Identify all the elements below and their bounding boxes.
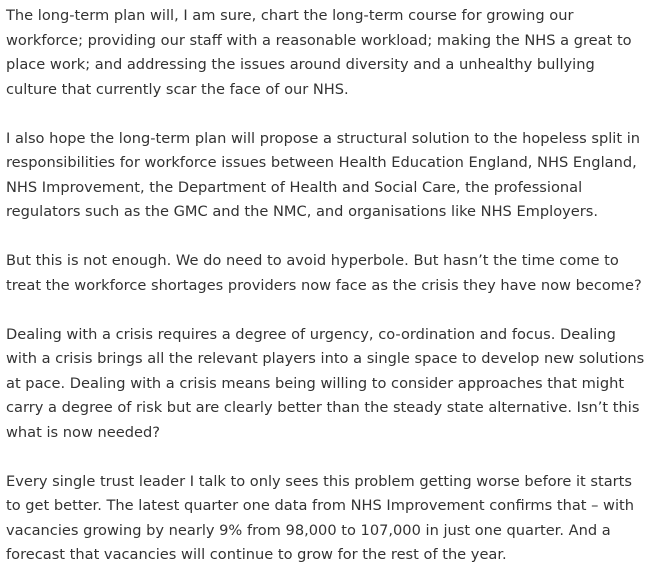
article-body [6,4,648,568]
paragraph-long-term-plan: The long-term plan will, I am sure, chart the long-term course for growing our workforce; providing our staff with a reasonable workload; making the NHS a great to place work; and addressing the issues around diversity and a unhealthy bullying culture that currently scar the face of our NHS. [6,7,632,98]
paragraph-not-enough: But this is not enough. We do need to avoid hyperbole. But hasn’t the time come to treat the workforce shortages providers now face as the crisis they have now become? [6,252,642,294]
paragraph-structural-solution: I also hope the long-term plan will propose a structural solution to the hopeless split in responsibilities for workforce issues between Health Education England, NHS England, NHS Improvement, the Department of Health and Social Care, the professional regulators such as the GMC and the NMC, and organisations like NHS Employers. [6,129,641,220]
paragraph-dealing-with-crisis: Dealing with a crisis requires a degree of urgency, co-ordination and focus. Dealing with a crisis brings all the relevant players into a single space to develop new solutions at pace. Dealing with a crisis means being willing to consider approaches that might carry a degree of risk but are clearly better than the steady state alternative. Isn’t this what is now needed? [6,325,645,441]
paragraph-vacancies: Every single trust leader I talk to only sees this problem getting worse before it starts to get better. The latest quarter one data from NHS Improvement confirms that – with vacancies growing by nearly 9% from 98,000 to 107,000 in just one quarter. And a forecast that vacancies will continue to grow for the rest of the year. [6,472,635,563]
